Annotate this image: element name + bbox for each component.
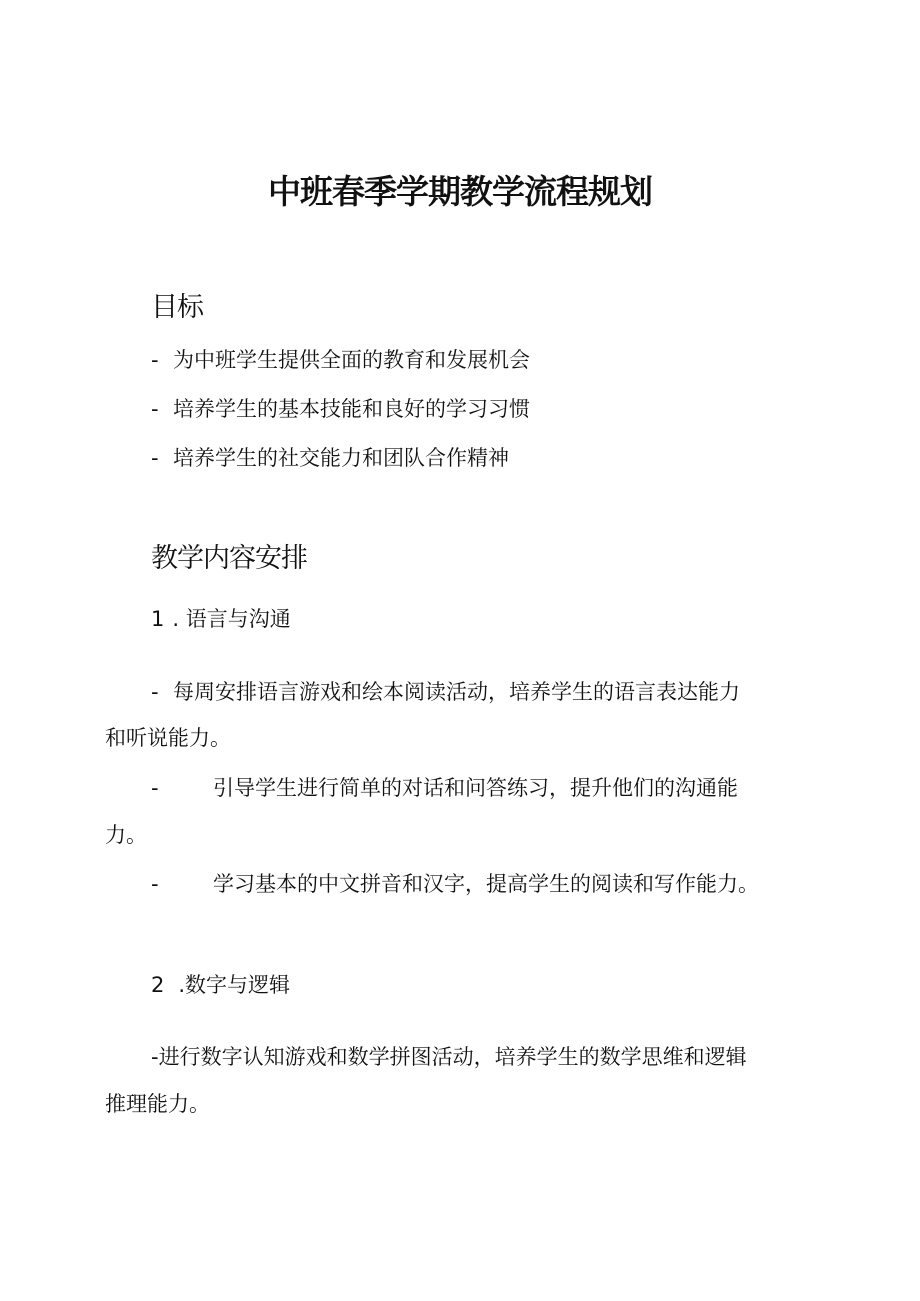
bullet-dash: - [151,446,159,470]
goals-heading: 目标 [151,292,203,323]
paragraph-line: 力。 [105,823,147,847]
paragraph-line: - 引导学生进行简单的对话和问答练习，提升他们的沟通能 [151,776,738,800]
paragraph-line: - 学习基本的中文拼音和汉字，提高学生的阅读和写作能力。 [151,872,759,896]
paragraph-line: - 每周安排语言游戏和绘本阅读活动，培养学生的语言表达能力 [151,680,740,704]
section-title-language: 1 . 语言与沟通 [151,607,291,631]
bullet-dash: - [151,397,159,421]
bullet-dash: - [151,348,159,372]
paragraph-line: 推理能力。 [105,1092,210,1116]
goal-item: - 培养学生的基本技能和良好的学习习惯 [151,394,530,424]
paragraph-line: 和听说能力。 [105,726,231,750]
content-heading: 教学内容安排 [151,543,307,574]
paragraph-line: -进行数字认知游戏和数学拼图活动，培养学生的数学思维和逻辑 [151,1045,747,1069]
goal-item: - 为中班学生提供全面的教育和发展机会 [151,345,530,375]
goal-item: - 培养学生的社交能力和团队合作精神 [151,443,509,473]
document-title: 中班春季学期教学流程规划 [268,172,652,211]
section-title-math: 2 .数字与逻辑 [151,973,291,997]
